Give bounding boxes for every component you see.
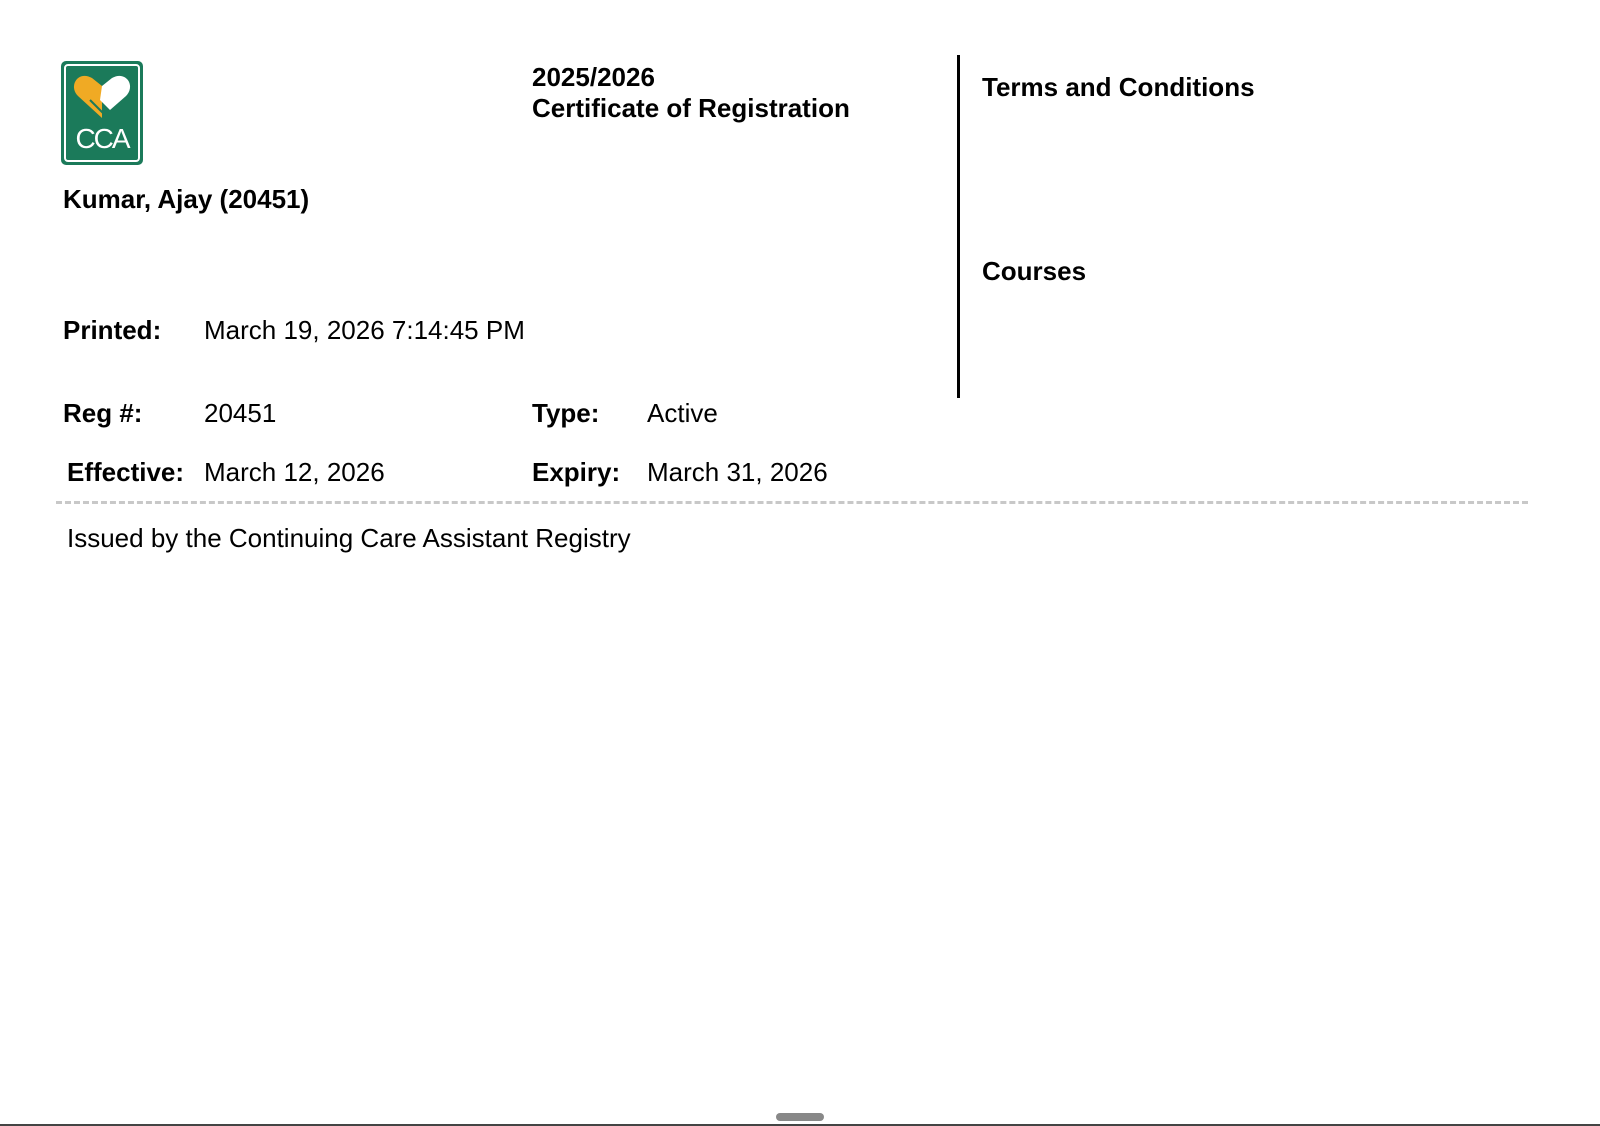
type-value: Active	[647, 398, 718, 428]
expiry-label: Expiry:	[532, 457, 621, 487]
courses-heading: Courses	[982, 256, 1087, 286]
effective-label: Effective:	[67, 457, 185, 487]
printed-label: Printed:	[63, 315, 162, 345]
certificate-header	[532, 62, 850, 124]
certificate-title: Certificate of Registration	[532, 93, 850, 123]
cca-logo	[60, 60, 144, 166]
printed-value: March 19, 2026 7:14:45 PM	[204, 315, 525, 345]
expiry-value: March 31, 2026	[647, 457, 828, 487]
terms-heading: Terms and Conditions	[982, 72, 1255, 102]
year: 2025/2026	[532, 62, 655, 92]
reg-label: Reg #:	[63, 398, 143, 428]
effective-value: March 12, 2026	[204, 457, 385, 487]
issued-by: Issued by the Continuing Care Assistant Registry	[67, 523, 631, 553]
resize-handle[interactable]	[776, 1113, 824, 1121]
reg-value: 20451	[204, 398, 277, 428]
cut-line	[56, 501, 1528, 504]
type-label: Type:	[532, 398, 600, 428]
svg-text:CCA: CCA	[75, 123, 129, 154]
divider-vertical	[957, 55, 960, 398]
holder-name: Kumar, Ajay (20451)	[63, 184, 310, 214]
